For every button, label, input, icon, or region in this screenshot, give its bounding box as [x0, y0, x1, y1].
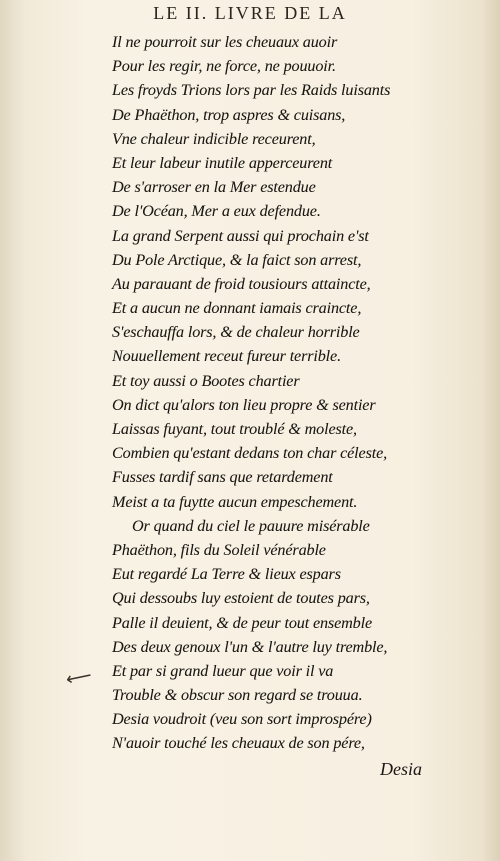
poem-line: Trouble & obscur son regard se trouua. [112, 686, 363, 705]
poem-line: Qui dessoubs luy estoient de toutes pars, [112, 589, 370, 608]
poem-line: Combien qu'estant dedans ton char céleste, [112, 444, 387, 463]
poem-line: S'eschauffa lors, & de chaleur horrible [112, 323, 360, 342]
poem-line: Meist a ta fuytte aucun empeschement. [112, 492, 358, 511]
poem-line: On dict qu'alors ton lieu propre & sentier [112, 395, 376, 414]
poem-line: Des deux genoux l'un & l'autre luy tremble, [112, 637, 388, 656]
poem-line: La grand Serpent aussi qui prochain e'st [112, 226, 369, 245]
poem-line: Il ne pourroit sur les cheuaux auoir [112, 33, 338, 51]
poem-text [112, 30, 472, 756]
poem-line: Fusses tardif sans que retardement [112, 468, 333, 487]
poem-line: Et leur labeur inutile apperceurent [112, 153, 333, 172]
poem-line: Eut regardé La Terre & lieux espars [112, 565, 341, 584]
catchword: Desia [380, 759, 422, 779]
poem-line: Laissas fuyant, tout troublé & moleste, [112, 420, 357, 438]
poem-line: De s'arroser en la Mer estendue [112, 178, 316, 197]
page-edge-shadow [482, 0, 500, 861]
poem-line: De Phaëthon, trop aspres & cuisans, [112, 105, 346, 124]
poem-line: Au parauant de froid tousiours attaincte, [112, 274, 371, 293]
page-gutter-shadow [0, 0, 26, 861]
poem-line: Palle il deuient, & de peur tout ensemble [112, 613, 372, 632]
poem-line: Et toy aussi o Bootes chartier [112, 371, 300, 390]
poem-line: N'auoir touché les cheuaux de son pére, [112, 734, 365, 753]
poem-line: Les froyds Trions lors par les Raids luisants [112, 81, 391, 100]
poem-line: Vne chaleur indicible receurent, [112, 129, 316, 148]
poem-line: Desia voudroit (veu son sort improspére) [112, 710, 372, 729]
poem-line: Et par si grand lueur que voir il va [112, 661, 334, 680]
poem-line: Pour les regir, ne force, ne pouuoir. [112, 57, 336, 76]
poem-line: Phaëthon, fils du Soleil vénérable [112, 540, 326, 559]
margin-mark-icon: ⟵ [64, 664, 94, 690]
poem-line: Or quand du ciel le pauure misérable [132, 516, 370, 535]
poem-line: Nouuellement receut fureur terrible. [112, 347, 341, 366]
running-head: LE II. LIVRE DE LA [153, 3, 347, 23]
poem-line: De l'Océan, Mer a eux defendue. [112, 202, 321, 221]
poem-line: Et a aucun ne donnant iamais craincte, [112, 299, 362, 318]
poem-line: Du Pole Arctique, & la faict son arrest, [112, 250, 362, 269]
